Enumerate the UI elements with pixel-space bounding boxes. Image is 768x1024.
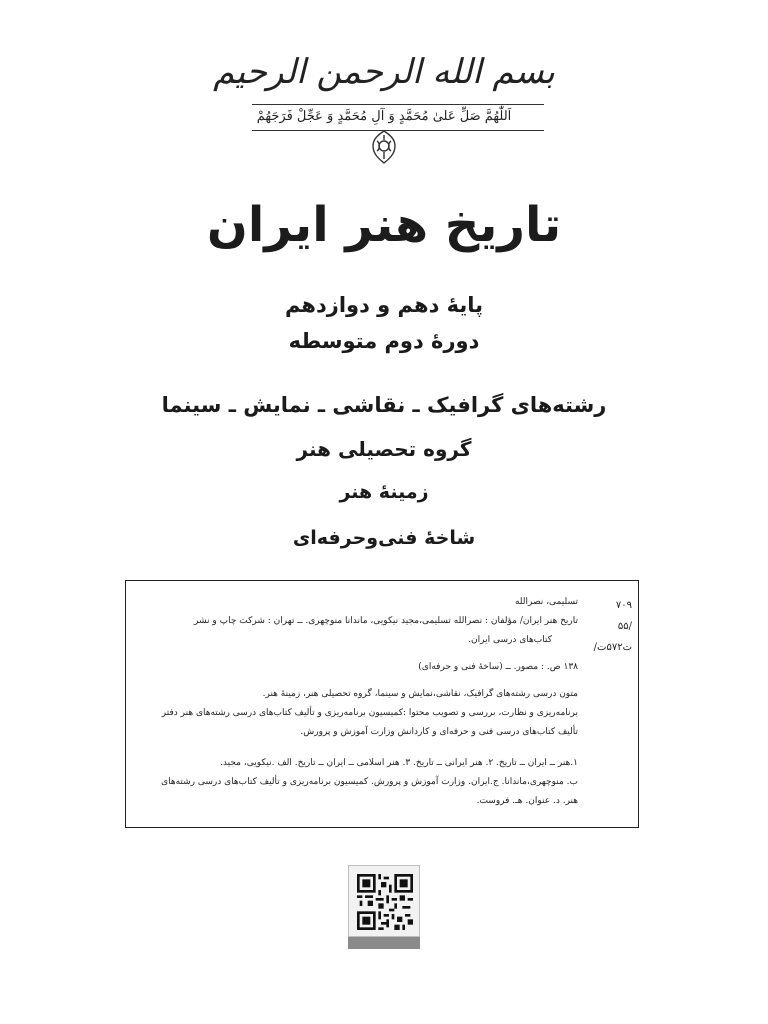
- qr-code-paper: [348, 865, 420, 937]
- grade-line: پایۀ دهم و دوازدهم: [284, 293, 484, 317]
- catalog-subjects: ۱.هنر ــ ایران ــ تاریخ. ۲. هنر ایرانی ــ تاریخ. ۳. هنر اسلامی ــ ایران ــ تاریخ. الف .نیکویی، مجید.: [220, 758, 578, 768]
- floral-ornament-icon: [369, 129, 399, 165]
- catalog-subjects-cont: هنر. د. عنوان. هـ. فروست.: [476, 796, 578, 806]
- qr-code-icon: [357, 874, 413, 930]
- catalog-physical-description: ۱۳۸ ص. : مصور. ــ (ساخۀ فنی و حرفه‌ای): [418, 662, 578, 672]
- area-line: زمینۀ هنر: [339, 481, 429, 503]
- catalog-supervision-note: برنامه‌ریزی و نظارت، بررسی و تصویب محتوا :کمیسیون برنامه‌ریزی و تألیف کتاب‌های درسی رشته‌های هنر دفتر: [161, 708, 578, 718]
- catalog-series-note: متون درسی رشته‌های گرافیک، نقاشی،نمایش و سینما، گروه تحصیلی هنر، زمینۀ هنر.: [262, 689, 578, 699]
- qr-code-band: [348, 937, 420, 949]
- catalog-author: تسلیمی، نصرالله: [514, 597, 578, 607]
- call-number: [586, 595, 632, 658]
- period-line: دورۀ دوم متوسطه: [288, 329, 480, 353]
- book-title: تاریخ هنر ایران: [206, 197, 562, 253]
- call-number-line: ت۵۷۲ت/: [593, 642, 632, 653]
- catalog-entry: [130, 593, 578, 811]
- catalog-title-statement-cont: کتاب‌های درسی ایران.: [468, 635, 552, 645]
- basmala-calligraphy: بسم الله الرحمن الرحیم: [213, 52, 555, 92]
- branch-line: شاخۀ فنی‌وحرفه‌ای: [292, 527, 476, 549]
- study-group-line: گروه تحصیلی هنر: [296, 437, 472, 461]
- qr-code-card[interactable]: [348, 865, 420, 949]
- fields-line: رشته‌های گرافیک ـ نقاشی ـ نمایش ـ سینما: [161, 393, 607, 417]
- call-number-line: ۷۰۹: [615, 600, 632, 611]
- salawat-line: اَللّٰهُمَّ صَلِّ عَلیٰ مُحَمَّدٍ وَ آلِ مُحَمَّدٍ وَ عَجِّلْ فَرَجَهُمْ: [256, 109, 512, 124]
- call-number-line: /۵۵: [617, 621, 632, 632]
- catalog-supervision-note-cont: تألیف کتاب‌های درسی فنی و حرفه‌ای و کاردانش وزارت آموزش و پرورش.: [300, 727, 578, 737]
- catalog-title-statement: تاریخ هنر ایران/ مؤلفان : نصرالله تسلیمی،مجید نیکویی، ماندانا منوچهری. ــ تهران : شرکت چاپ و نشر: [194, 616, 578, 626]
- cataloging-card: [125, 580, 639, 828]
- header-rule-top: [252, 104, 544, 105]
- catalog-subjects-cont: ب. منوچهری،ماندانا. ج.ایران. وزارت آموزش و پرورش. کمیسیون برنامه‌ریزی و تألیف کتاب‌های درسی رشته‌های: [161, 777, 578, 787]
